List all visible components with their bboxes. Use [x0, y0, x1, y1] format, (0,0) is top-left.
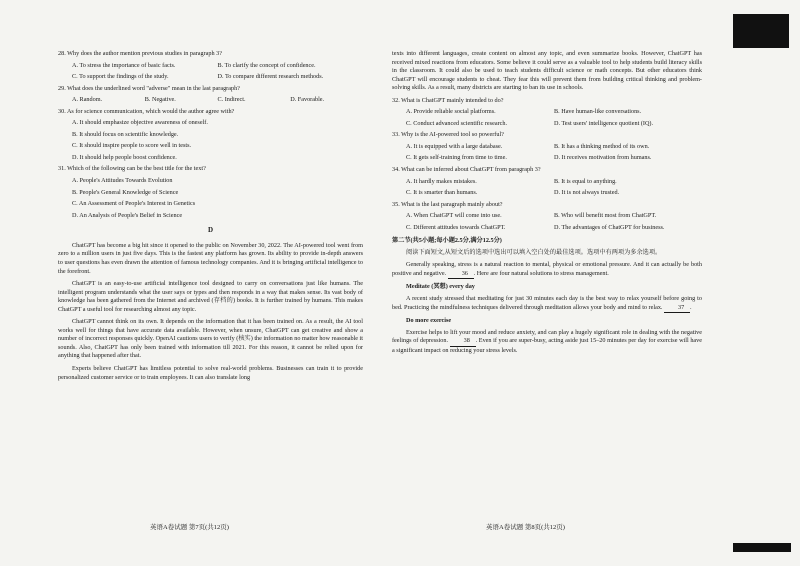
- blank-37: 37: [664, 304, 690, 314]
- option: D. It should help people boost confidence.: [72, 153, 177, 161]
- option: A. It hardly makes mistakes.: [406, 177, 477, 185]
- passage-paragraph-continued: texts into different languages, create content on almost any topic, and even summarize books. However, ChatGPT has received mixed reactions from educators. Some believe it could serve as a valuable tool to help students build literacy skills in the classroom. It could also be used to teach students difficult science or math concepts. But other educators think ChatGPT will encourage students to cheat. They fear this will prevent them from building critical thinking and problem-solving skills. As a result, many districts are starting to ban its use in schools.: [392, 50, 702, 92]
- question-31-stem: 31. Which of the following can be the best title for the text?: [58, 165, 206, 173]
- option: B. Who will benefit most from ChatGPT.: [554, 212, 657, 220]
- option: A. Provide reliable social platforms.: [406, 108, 496, 116]
- text-segment: Generally speaking, stress is a natural reaction to mental, physical or emotional pressure. And it can actually be both positive and negative.: [392, 261, 702, 277]
- question-28-options-row2: [72, 73, 363, 82]
- option: C. To support the findings of the study.: [72, 73, 169, 81]
- section-d-heading: D: [207, 226, 214, 235]
- option: C. It should inspire people to score well in tests.: [72, 142, 192, 150]
- option: B. It is equal to anything.: [554, 177, 617, 185]
- question-29-stem: 29. What does the underlined word "adverse" mean in the last paragraph?: [58, 84, 240, 92]
- passage-paragraph: ChatGPT is an easy-to-use artificial intelligence tool designed to carry on conversations just like humans. The intelligent program understands what the user says or types and then responds in a way that makes sense. Its vast body of knowledge has been gathered from the Internet and archived (存档的) books. It is further trained by humans. This makes ChatGPT a useful tool for researching almost any topic.: [58, 280, 363, 313]
- question-29-options: [72, 96, 363, 105]
- question-28-options-row1: [72, 62, 363, 71]
- subheading-exercise: Do more exercise: [406, 317, 452, 325]
- option: C. It gets self-training from time to time.: [406, 154, 507, 162]
- text-segment: A recent study stressed that meditating for just 30 minutes each day is the best way to relax yourself before going to bed. Practicing the mindfulness techniques delivered through meditation allows your body and mind to relax.: [392, 295, 702, 311]
- option: D. It receives motivation from humans.: [554, 154, 652, 162]
- subheading-meditate: Meditate (冥想) every day: [406, 283, 475, 291]
- option: D. The advantages of ChatGPT for business.: [554, 223, 665, 231]
- text-segment: . Here are four natural solutions to stress management.: [473, 269, 609, 277]
- option: B. It has a thinking method of its own.: [554, 142, 650, 150]
- option: C. Conduct advanced scientific research.: [406, 119, 508, 127]
- option: B. People's General Knowledge of Science: [72, 188, 179, 196]
- right-column: [392, 50, 702, 359]
- passage-paragraph: ChatGPT cannot think on its own. It depends on the information that it has been trained on. As a result, the AI tool works well for things that have accurate data available. However, when unsure, ChatGPT can get creative and show a number of incorrect responses quickly. OpenAI cautions users to verify (核实) the information no matter how reasonable it sounds. Also, ChatGPT has only been trained with information till 2021. For this reason, it cannot be relied upon for anything that happened after that.: [58, 318, 363, 360]
- question-32-options-row1: [406, 108, 702, 117]
- blank-36: 36: [448, 270, 474, 280]
- question-30-stem: 30. As for science communication, which would the author agree with?: [58, 107, 235, 115]
- option: D. An Analysis of People's Belief in Science: [72, 211, 183, 219]
- text-segment: . Even if you are super-busy, acting aside just 15–20 minutes per day for exercise will have a significant impact on reducing your stress levels.: [392, 337, 702, 354]
- option: D. Test users' intelligence quotient (IQ).: [554, 119, 654, 127]
- passage-paragraph: Experts believe ChatGPT has limitless potential to solve real-world problems. Businesses can train it to provide personalized customer service or to train employees. It can also translate long: [58, 364, 363, 381]
- question-35-stem: 35. What is the last paragraph mainly about?: [392, 200, 503, 208]
- text-segment: .: [690, 303, 692, 311]
- blank-38: 38: [450, 337, 476, 347]
- question-35-options-row2: [406, 224, 702, 233]
- option: A. To stress the importance of basic facts.: [72, 61, 176, 69]
- option: C. Different attitudes towards ChatGPT.: [406, 223, 506, 231]
- option: A. It is equipped with a large database.: [406, 142, 503, 150]
- question-32-options-row2: [406, 120, 702, 129]
- question-35-options-row1: [406, 212, 702, 221]
- option: B. It should focus on scientific knowledge.: [72, 130, 179, 138]
- option: C. It is smarter than humans.: [406, 189, 478, 197]
- option: C. An Assessment of People's Interest in Genetics: [72, 200, 196, 208]
- section-2-title: 第二节(共5小题;每小题2.5分,满分12.5分): [392, 237, 502, 245]
- cloze-paragraph-1: [392, 295, 702, 313]
- question-33-options-row2: [406, 154, 702, 163]
- passage-paragraph: ChatGPT has become a big hit since it opened to the public on November 30, 2022. The AI-powered tool went from zero to a million users in just five days. This is the fastest any platform has grown. Its ability to provide in-depth answers to user questions has even drawn the attention of famous technology companies. And it is bringing artificial intelligence to the forefront.: [58, 241, 363, 275]
- option: A. It should emphasize objective awareness of oneself.: [72, 119, 208, 127]
- option: C. Indirect.: [217, 96, 246, 104]
- option: D. To compare different research methods.: [217, 73, 324, 81]
- question-34-options-row2: [406, 189, 702, 198]
- cloze-paragraph-2: [392, 329, 702, 356]
- option: A. Random.: [72, 96, 103, 104]
- option: D. Favorable.: [290, 96, 325, 104]
- question-28-stem: 28. Why does the author mention previous studies in paragraph 3?: [58, 50, 222, 57]
- option: B. Have human-like conversations.: [554, 108, 642, 116]
- question-34-stem: 34. What can be inferred about ChatGPT from paragraph 3?: [392, 166, 541, 174]
- page-footer-right: 英语A卷试题 第8页(共12页): [486, 524, 565, 531]
- option: B. To clarify the concept of confidence.: [217, 61, 316, 69]
- page-footer-left: 英语A卷试题 第7页(共12页): [150, 524, 229, 531]
- question-33-stem: 33. Why is the AI-powered tool so powerful?: [392, 131, 504, 139]
- option: A. When ChatGPT will come into use.: [406, 212, 502, 220]
- corner-marker-bottom: [733, 543, 791, 552]
- question-34-options-row1: [406, 178, 702, 187]
- cloze-intro-paragraph: [392, 261, 702, 279]
- question-32-stem: 32. What is ChatGPT mainly intended to do?: [392, 96, 504, 104]
- left-column: [58, 50, 363, 386]
- question-33-options-row1: [406, 143, 702, 152]
- corner-marker-top: [733, 14, 789, 48]
- option: A. People's Attitudes Towards Evolution: [72, 177, 173, 185]
- option: D. It is not always trusted.: [554, 189, 620, 197]
- text-segment: Exercise helps to lift your mood and reduce anxiety, and can play a hugely significant role in dealing with the negative feelings of depression.: [392, 328, 702, 345]
- option: B. Negative.: [144, 96, 176, 104]
- section-2-instructions: 阅读下面短文,从短文后的选项中选出可以填入空白处的最佳选项。选项中有两项为多余选项。: [406, 248, 662, 256]
